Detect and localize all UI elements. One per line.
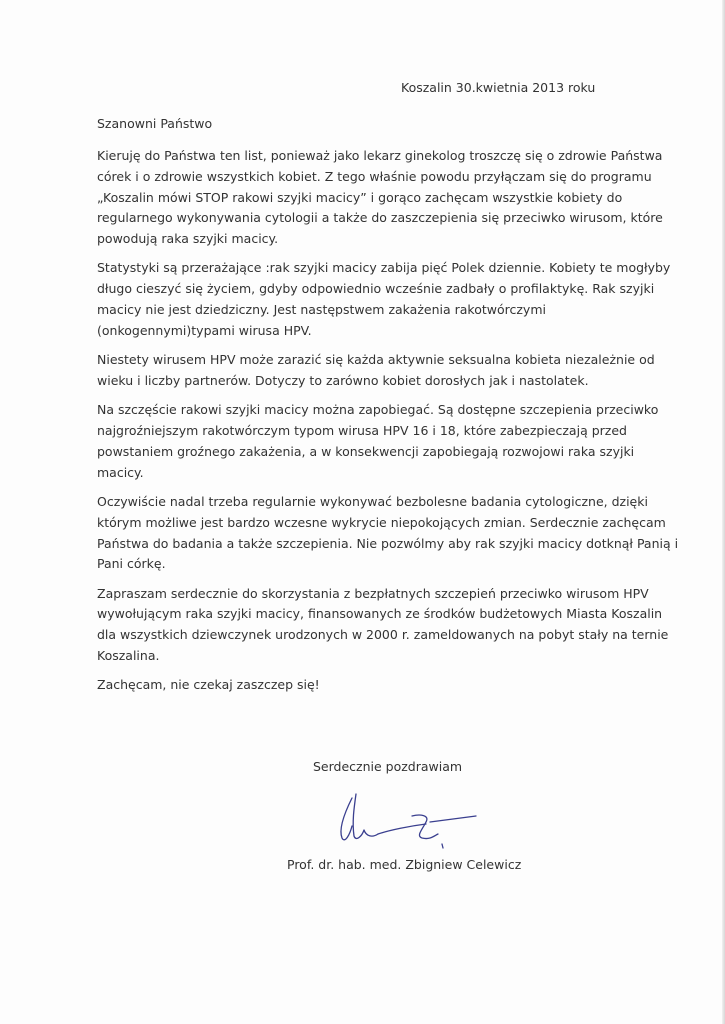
handwritten-signature — [330, 790, 480, 854]
text-line: Niestety wirusem HPV może zarazić się każda aktywnie seksualna kobieta niezależnie od — [97, 352, 655, 368]
signature-stroke — [353, 794, 378, 838]
text-line: Zapraszam serdecznie do skorzystania z bezpłatnych szczepień przeciwko wirusom HPV — [97, 585, 649, 601]
text-line: Kieruję do Państwa ten list, ponieważ jako lekarz ginekolog troszczę się o zdrowie Państwa — [97, 148, 663, 163]
text-line: Pani córkę. — [97, 556, 166, 572]
text-line: wywołującym raka szyjki macicy, finansowanych ze środków budżetowych Miasta Koszalin — [97, 606, 663, 622]
closing-phrase: Serdecznie pozdrawiam — [313, 759, 463, 774]
text-line: „Koszalin mówi STOP rakowi szyjki macicy” i gorąco zachęcam wszystkie kobiety do — [97, 189, 623, 205]
signature-stroke — [341, 798, 352, 840]
text-line: długo cieszyć się życiem, gdyby odpowiednio wcześnie zadbały o profilaktykę. Rak szyjki — [97, 281, 655, 297]
signature-stroke — [412, 815, 438, 838]
text-line: macicy. — [97, 464, 144, 480]
signature-stroke — [378, 824, 426, 834]
letter-body — [97, 146, 679, 705]
text-line: (onkogennymi)typami wirusa HPV. — [97, 322, 312, 338]
text-line: córek i o zdrowie wszystkich kobiet. Z tego właśnie powodu przyłączam się do programu — [97, 168, 652, 184]
text-line: powodują raka szyjki macicy. — [97, 231, 279, 247]
signature-stroke — [442, 844, 443, 848]
paragraph-5 — [97, 492, 679, 575]
signature-stroke — [430, 816, 476, 822]
text-line: Koszalina. — [97, 648, 160, 664]
text-line: którym możliwe jest bardzo wczesne wykrycie niepokojących zmian. Serdecznie zachęcam — [97, 514, 666, 530]
text-line: najgroźniejszym rakotwórczym typom wirusa HPV 16 i 18, które zabezpieczają przed — [97, 423, 627, 439]
text-line: Na szczęście rakowi szyjki macicy można zapobiegać. Są dostępne szczepienia przeciwko — [97, 402, 659, 418]
text-line: macicy nie jest dziedziczny. Jest następstwem zakażenia rakotwórczymi — [97, 302, 546, 318]
text-line: powstaniem groźnego zakażenia, a w konsekwencji zapobiegają rozwojowi raka szyjki — [97, 443, 635, 459]
salutation: Szanowni Państwo — [97, 116, 213, 131]
letter-date: Koszalin 30.kwietnia 2013 roku — [401, 80, 596, 95]
paragraph-3 — [97, 350, 657, 392]
paragraph-1 — [97, 146, 663, 250]
text-line: Oczywiście nadal trzeba regularnie wykonywać bezbolesne badania cytologiczne, dzięki — [97, 493, 648, 509]
paragraph-7 — [97, 675, 657, 696]
paragraph-6 — [97, 584, 669, 667]
text-line: Państwa do badania a także szczepienia. Nie pozwólmy aby rak szyjki macicy dotknął Panią i — [97, 535, 679, 551]
text-line: regularnego wykonywania cytologii a także do zaszczepienia się przeciwko wirusom, które — [97, 210, 663, 226]
text-line: Zachęcam, nie czekaj zaszczep się! — [97, 677, 320, 693]
signer-name: Prof. dr. hab. med. Zbigniew Celewicz — [287, 857, 522, 872]
text-line: dla wszystkich dziewczynek urodzonych w 2000 r. zameldowanych na pobyt stały na ternie — [97, 627, 669, 643]
paragraph-4 — [97, 400, 657, 483]
text-line: Statystyki są przerażające :rak szyjki macicy zabija pięć Polek dziennie. Kobiety te mogłyby — [97, 260, 671, 276]
paragraph-2 — [97, 258, 671, 341]
text-line: wieku i liczby partnerów. Dotyczy to zarówno kobiet dorosłych jak i nastolatek. — [97, 372, 589, 388]
